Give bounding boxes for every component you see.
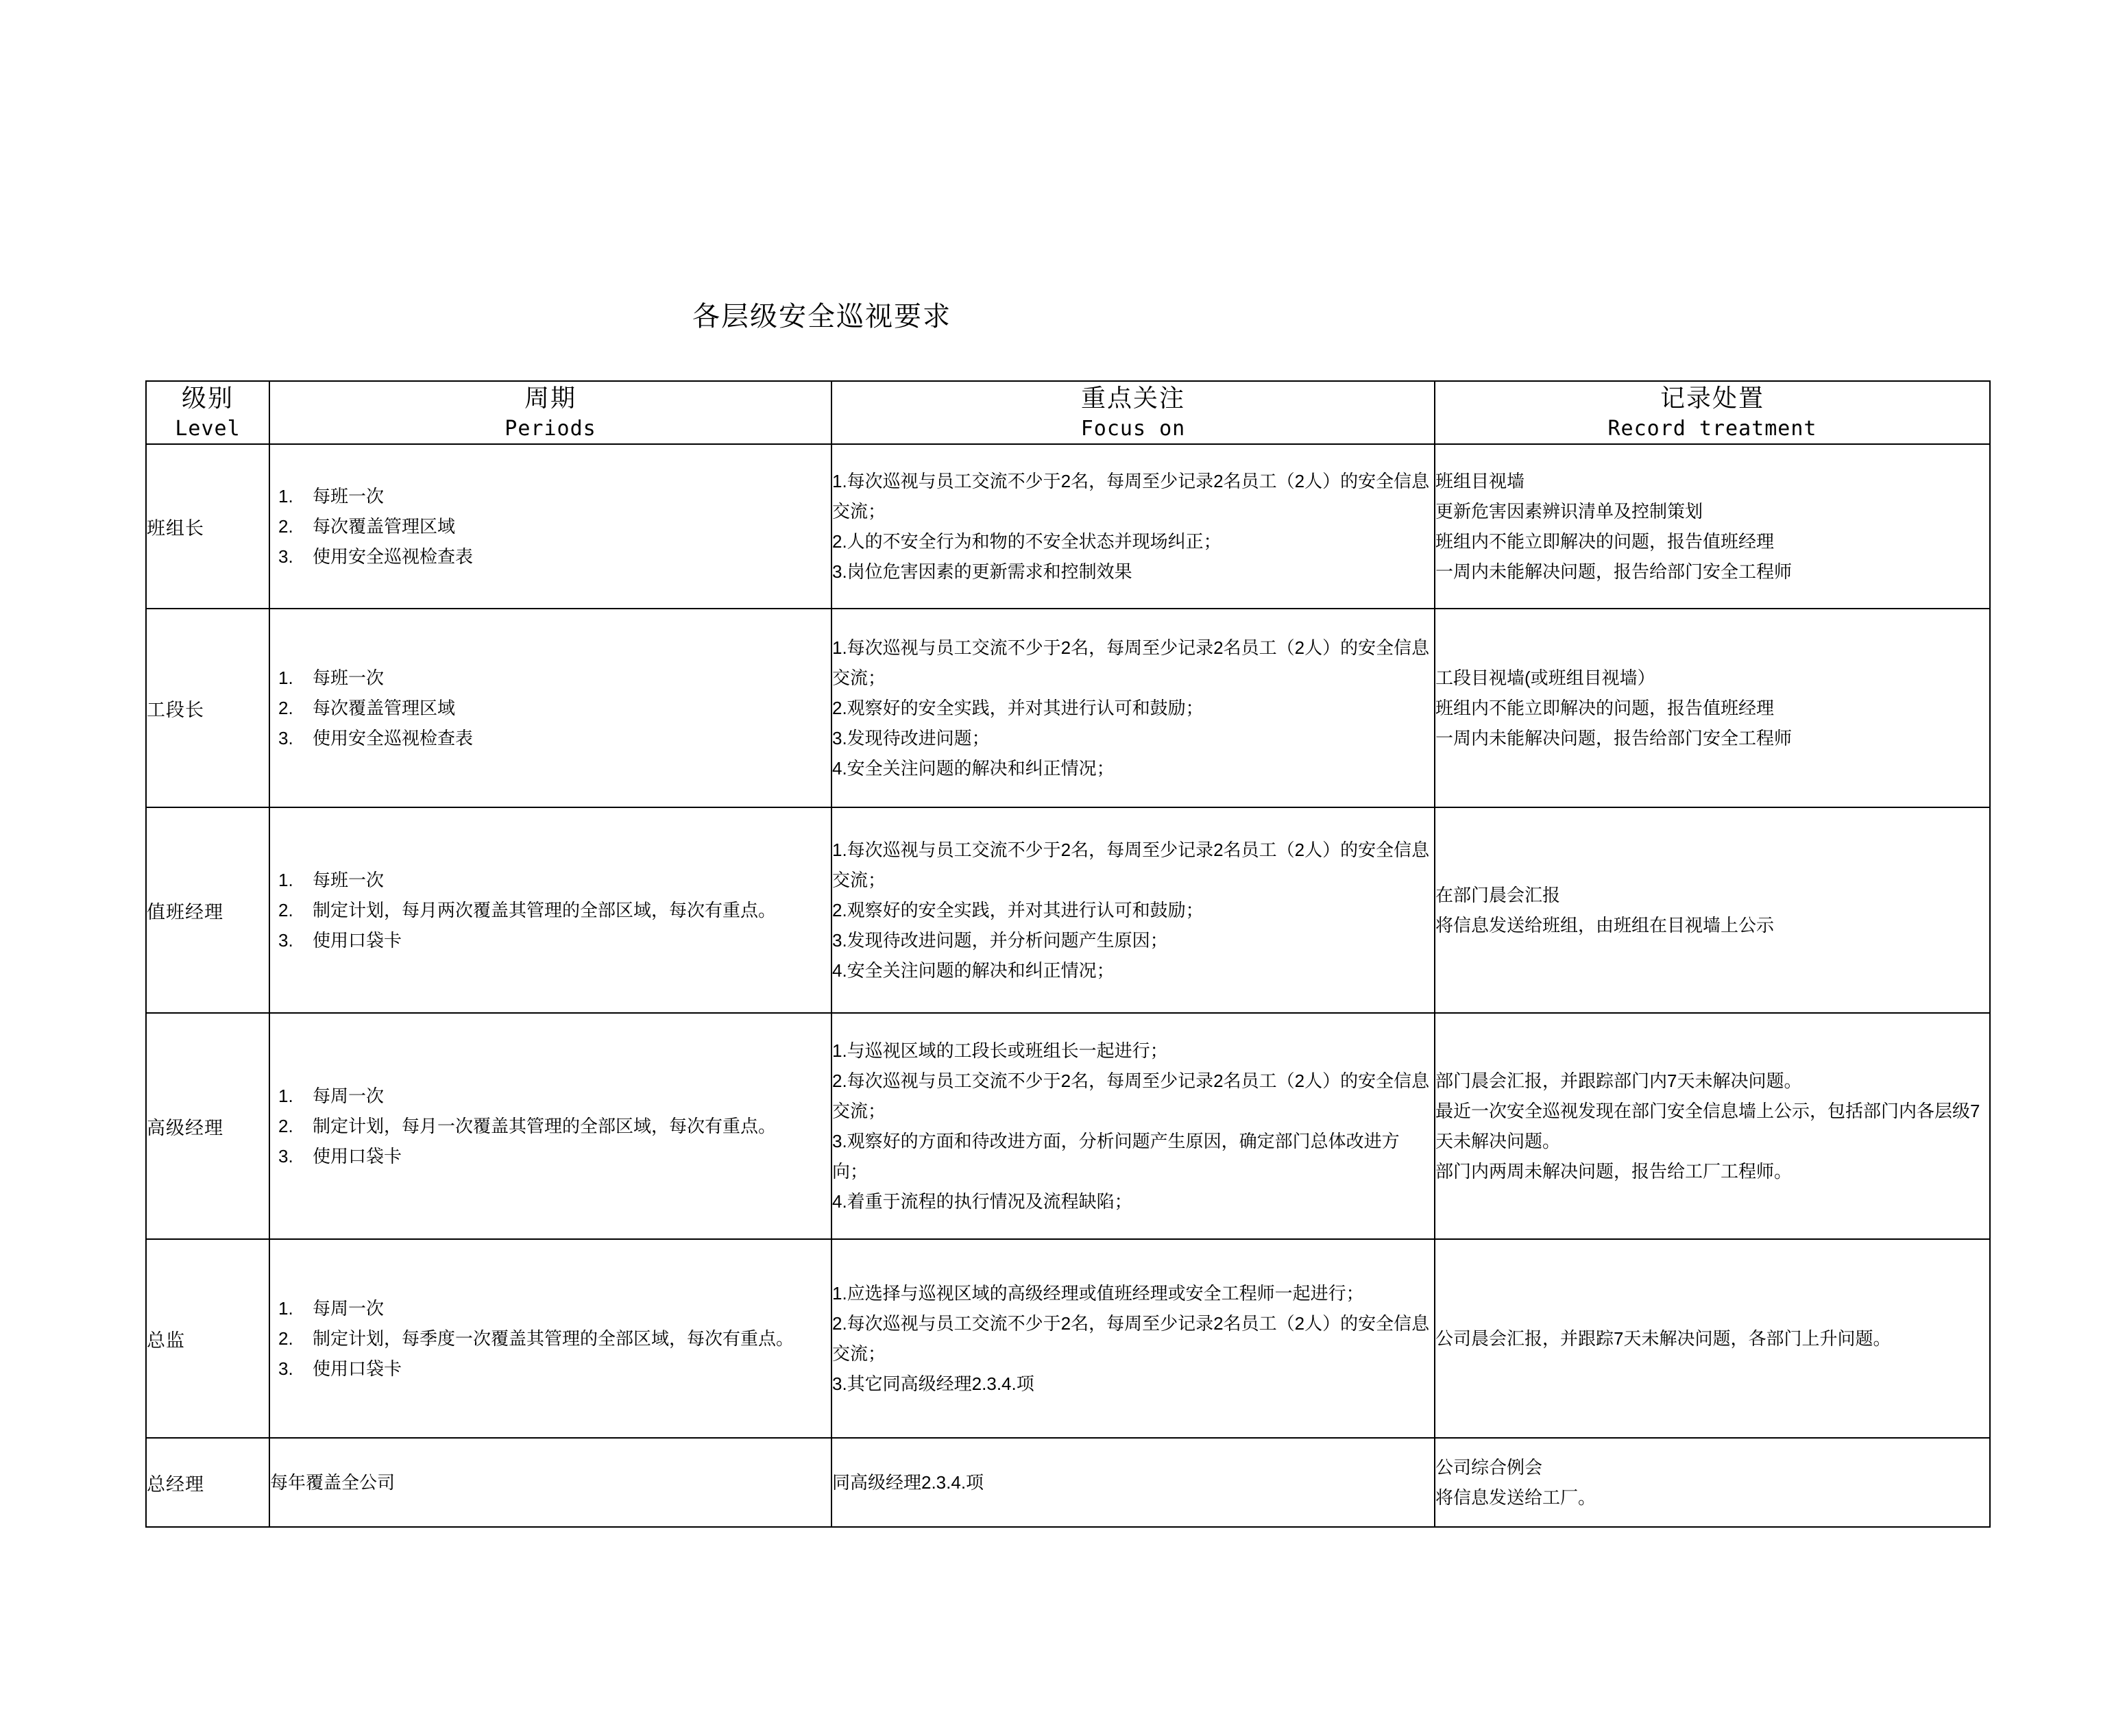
periods-lines bbox=[270, 1467, 831, 1497]
cell-focus bbox=[831, 807, 1435, 1013]
text-line: 将信息发送给班组，由班组在目视墙上公示 bbox=[1435, 915, 1775, 936]
cell-periods bbox=[269, 807, 831, 1013]
list-item: 1. 每班一次 bbox=[270, 865, 831, 895]
cell-periods bbox=[269, 1013, 831, 1239]
list-number: 1. bbox=[278, 668, 293, 688]
list-item: 1. 每周一次 bbox=[270, 1293, 831, 1323]
list-number: 1. bbox=[278, 486, 293, 506]
list-number: 2. bbox=[278, 1328, 293, 1349]
table-row bbox=[146, 444, 1990, 609]
record-lines bbox=[1435, 880, 1989, 940]
column-header-focus-cn: 重点关注 bbox=[1080, 384, 1185, 412]
text-line: 部门晨会汇报，并跟踪部门内7天未解决问题。 bbox=[1435, 1071, 1802, 1091]
text-line: 3.岗位危害因素的更新需求和控制效果 bbox=[832, 561, 1132, 582]
list-number: 3. bbox=[278, 1146, 293, 1166]
periods-list bbox=[270, 1293, 831, 1384]
list-item: 1. 每周一次 bbox=[270, 1081, 831, 1111]
text-line: 将信息发送给工厂。 bbox=[1435, 1487, 1596, 1508]
column-header-level bbox=[146, 381, 269, 444]
text-line: 3.其它同高级经理2.3.4.项 bbox=[832, 1373, 1034, 1394]
list-number: 2. bbox=[278, 516, 293, 537]
list-item: 2. 每次覆盖管理区域 bbox=[270, 511, 831, 541]
text-line: 1.与巡视区域的工段长或班组长一起进行； bbox=[832, 1040, 1168, 1061]
text-line: 2.每次巡视与员工交流不少于2名，每周至少记录2名员工（2人）的安全信息交流； bbox=[832, 1313, 1430, 1364]
text-line: 最近一次安全巡视发现在部门安全信息墙上公示，包括部门内各层级7天未解决问题。 bbox=[1435, 1101, 1980, 1151]
list-item: 1. 每班一次 bbox=[270, 663, 831, 693]
text-line: 1.每次巡视与员工交流不少于2名，每周至少记录2名员工（2人）的安全信息交流； bbox=[832, 637, 1430, 688]
list-number: 3. bbox=[278, 930, 293, 951]
periods-list bbox=[270, 481, 831, 572]
record-lines bbox=[1435, 1452, 1989, 1513]
column-header-periods-en: Periods bbox=[505, 417, 596, 441]
text-line: 工段目视墙(或班组目视墙） bbox=[1435, 668, 1655, 688]
table-body bbox=[146, 444, 1990, 1527]
text-line: 1.应选择与巡视区域的高级经理或值班经理或安全工程师一起进行； bbox=[832, 1283, 1364, 1304]
text-line: 公司综合例会 bbox=[1435, 1457, 1543, 1478]
text-line: 班组内不能立即解决的问题，报告值班经理 bbox=[1435, 698, 1775, 718]
cell-focus bbox=[831, 1438, 1435, 1527]
cell-record bbox=[1435, 1013, 1990, 1239]
column-header-record-en: Record treatment bbox=[1607, 417, 1817, 441]
text-line: 在部门晨会汇报 bbox=[1435, 885, 1561, 905]
cell-record bbox=[1435, 807, 1990, 1013]
safety-inspection-requirements-table bbox=[145, 380, 1991, 1528]
focus-lines bbox=[832, 633, 1434, 783]
text-line: 3.观察好的方面和待改进方面，分析问题产生原因，确定部门总体改进方向； bbox=[832, 1131, 1400, 1182]
focus-lines bbox=[832, 835, 1434, 986]
text-line: 公司晨会汇报，并跟踪7天未解决问题，各部门上升问题。 bbox=[1435, 1328, 1891, 1349]
text-line: 班组内不能立即解决的问题，报告值班经理 bbox=[1435, 531, 1775, 552]
list-item: 2. 每次覆盖管理区域 bbox=[270, 693, 831, 723]
table-row bbox=[146, 1013, 1990, 1239]
column-header-periods bbox=[269, 381, 831, 444]
list-number: 2. bbox=[278, 900, 293, 920]
text-line: 2.每次巡视与员工交流不少于2名，每周至少记录2名员工（2人）的安全信息交流； bbox=[832, 1071, 1430, 1121]
list-item: 2. 制定计划，每月一次覆盖其管理的全部区域，每次有重点。 bbox=[270, 1111, 831, 1141]
column-header-level-en: Level bbox=[175, 417, 241, 441]
focus-lines bbox=[832, 1036, 1434, 1217]
list-number: 1. bbox=[278, 1086, 293, 1106]
text-line: 同高级经理2.3.4.项 bbox=[832, 1472, 984, 1493]
cell-level: 班组长 bbox=[146, 444, 269, 609]
table-row bbox=[146, 1239, 1990, 1438]
cell-record bbox=[1435, 1239, 1990, 1438]
list-number: 2. bbox=[278, 1116, 293, 1136]
column-header-level-cn: 级别 bbox=[181, 384, 234, 412]
text-line: 更新危害因素辨识清单及控制策划 bbox=[1435, 501, 1703, 522]
cell-periods bbox=[269, 1438, 831, 1527]
text-line: 4.着重于流程的执行情况及流程缺陷； bbox=[832, 1191, 1132, 1212]
cell-record bbox=[1435, 1438, 1990, 1527]
table-header-row bbox=[146, 381, 1990, 444]
text-line: 3.发现待改进问题，并分析问题产生原因； bbox=[832, 930, 1168, 951]
text-line: 3.发现待改进问题； bbox=[832, 728, 990, 748]
text-line: 2.观察好的安全实践，并对其进行认可和鼓励； bbox=[832, 698, 1204, 718]
list-number: 3. bbox=[278, 546, 293, 567]
text-line: 4.安全关注问题的解决和纠正情况； bbox=[832, 960, 1115, 981]
cell-focus bbox=[831, 444, 1435, 609]
table-row bbox=[146, 807, 1990, 1013]
list-item: 3. 使用安全巡视检查表 bbox=[270, 723, 831, 753]
text-line: 班组目视墙 bbox=[1435, 471, 1525, 491]
text-line: 2.人的不安全行为和物的不安全状态并现场纠正； bbox=[832, 531, 1222, 552]
list-item: 1. 每班一次 bbox=[270, 481, 831, 511]
periods-list bbox=[270, 1081, 831, 1171]
record-lines bbox=[1435, 1066, 1989, 1186]
cell-periods bbox=[269, 609, 831, 807]
cell-record bbox=[1435, 444, 1990, 609]
cell-focus bbox=[831, 609, 1435, 807]
cell-record bbox=[1435, 609, 1990, 807]
list-number: 3. bbox=[278, 728, 293, 748]
list-number: 2. bbox=[278, 698, 293, 718]
list-item: 2. 制定计划，每季度一次覆盖其管理的全部区域，每次有重点。 bbox=[270, 1323, 831, 1354]
table-header bbox=[146, 381, 1990, 444]
table-row bbox=[146, 1438, 1990, 1527]
list-number: 1. bbox=[278, 1298, 293, 1319]
focus-lines bbox=[832, 1467, 1434, 1497]
text-line: 一周内未能解决问题，报告给部门安全工程师 bbox=[1435, 728, 1793, 748]
table-row bbox=[146, 609, 1990, 807]
cell-level: 工段长 bbox=[146, 609, 269, 807]
column-header-focus-en: Focus on bbox=[1080, 417, 1186, 441]
list-item: 2. 制定计划，每月两次覆盖其管理的全部区域，每次有重点。 bbox=[270, 895, 831, 925]
column-header-record bbox=[1435, 381, 1990, 444]
list-item: 3. 使用口袋卡 bbox=[270, 1354, 831, 1384]
text-line: 部门内两周未解决问题，报告给工厂工程师。 bbox=[1435, 1161, 1793, 1182]
list-item: 3. 使用安全巡视检查表 bbox=[270, 541, 831, 572]
cell-level: 高级经理 bbox=[146, 1013, 269, 1239]
column-header-focus bbox=[831, 381, 1435, 444]
periods-list bbox=[270, 865, 831, 955]
cell-level: 总经理 bbox=[146, 1438, 269, 1527]
cell-periods bbox=[269, 1239, 831, 1438]
list-item: 3. 使用口袋卡 bbox=[270, 925, 831, 955]
record-lines bbox=[1435, 466, 1989, 587]
page-title: 各层级安全巡视要求 bbox=[692, 302, 951, 332]
text-line: 1.每次巡视与员工交流不少于2名，每周至少记录2名员工（2人）的安全信息交流； bbox=[832, 840, 1430, 890]
cell-level: 总监 bbox=[146, 1239, 269, 1438]
cell-focus bbox=[831, 1013, 1435, 1239]
record-lines bbox=[1435, 663, 1989, 753]
text-line: 2.观察好的安全实践，并对其进行认可和鼓励； bbox=[832, 900, 1204, 920]
focus-lines bbox=[832, 1278, 1434, 1399]
column-header-periods-cn: 周期 bbox=[524, 384, 576, 412]
record-lines bbox=[1435, 1323, 1989, 1354]
list-number: 3. bbox=[278, 1358, 293, 1379]
text-line: 一周内未能解决问题，报告给部门安全工程师 bbox=[1435, 561, 1793, 582]
periods-list bbox=[270, 663, 831, 753]
cell-level: 值班经理 bbox=[146, 807, 269, 1013]
list-number: 1. bbox=[278, 870, 293, 890]
cell-periods bbox=[269, 444, 831, 609]
text-line: 4.安全关注问题的解决和纠正情况； bbox=[832, 758, 1115, 779]
column-header-record-cn: 记录处置 bbox=[1660, 384, 1764, 412]
text-line: 1.每次巡视与员工交流不少于2名，每周至少记录2名员工（2人）的安全信息交流； bbox=[832, 471, 1430, 522]
focus-lines bbox=[832, 466, 1434, 587]
text-line: 每年覆盖全公司 bbox=[270, 1472, 396, 1493]
cell-focus bbox=[831, 1239, 1435, 1438]
list-item: 3. 使用口袋卡 bbox=[270, 1141, 831, 1171]
